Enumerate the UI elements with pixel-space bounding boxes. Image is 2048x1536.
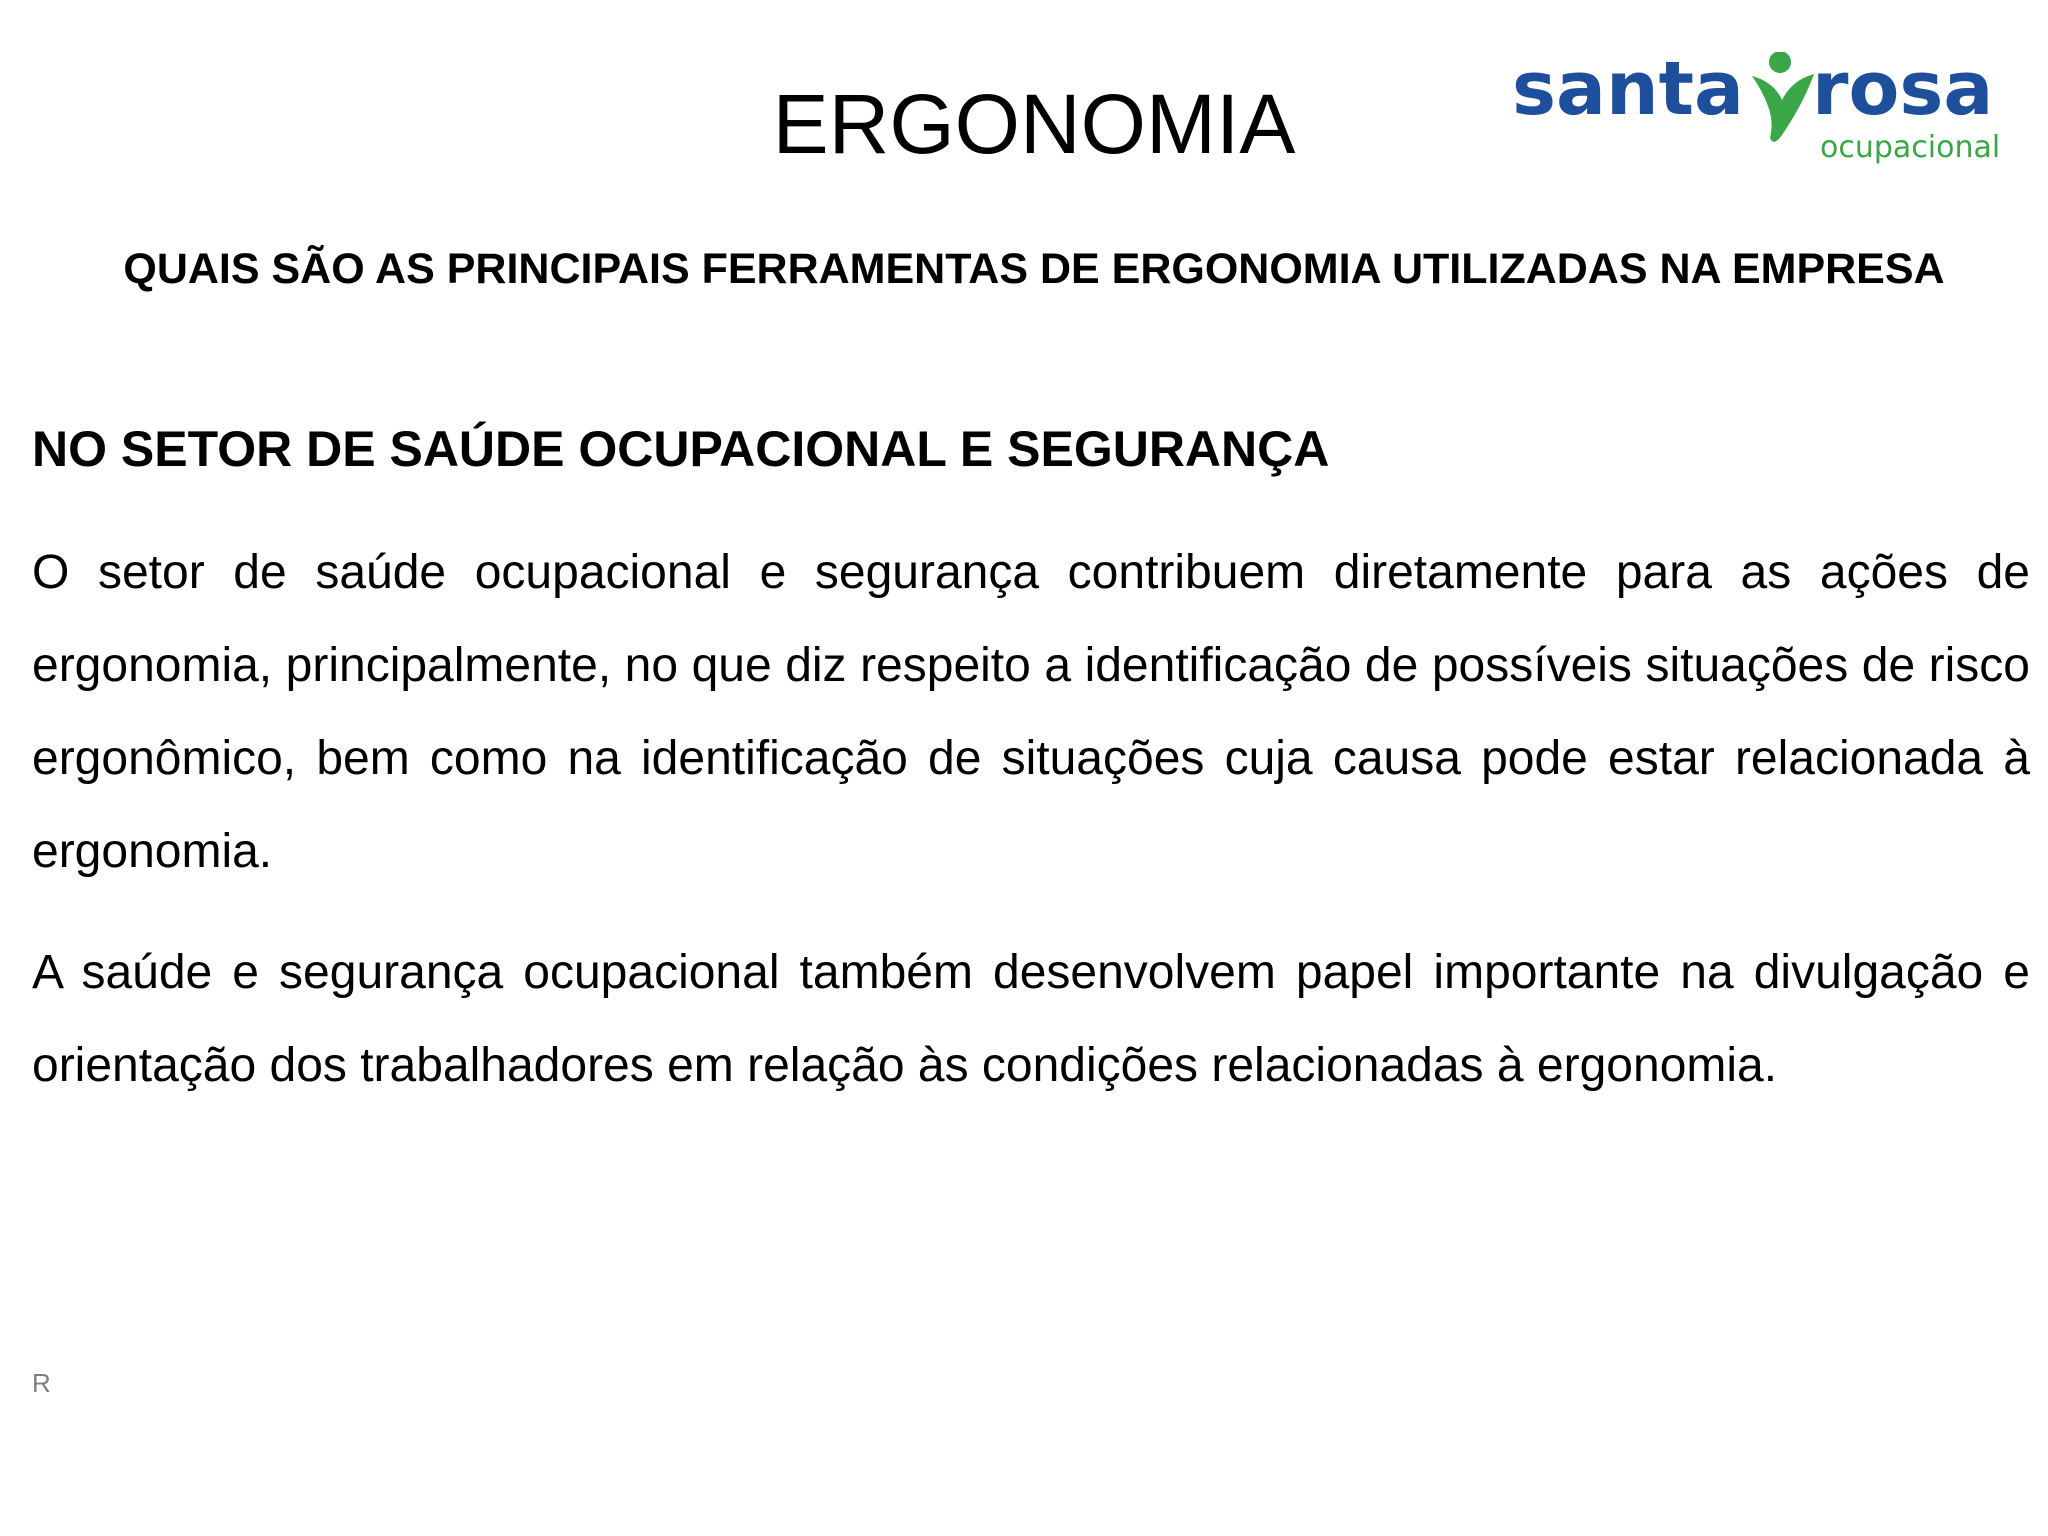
body-paragraph-1: O setor de saúde ocupacional e segurança contribuem diretamente para as ações de ergonomia, principalmente, no que diz respeito a identificação de possíveis situações de risco ergonômico, bem como na identificação de situações cuja causa pode estar relacionada à ergonomia. — [32, 546, 2030, 878]
logo-text-santa: santa — [1512, 52, 1744, 132]
logo-text-rosa: rosa — [1812, 52, 1994, 132]
logo-tagline: ocupacional — [1820, 130, 2001, 165]
santa-rosa-logo — [1512, 52, 2012, 182]
section-heading: NO SETOR DE SAÚDE OCUPACIONAL E SEGURANÇA — [32, 421, 1330, 477]
slide-subtitle: QUAIS SÃO AS PRINCIPAIS FERRAMENTAS DE ERGONOMIA UTILIZADAS NA EMPRESA — [123, 245, 1945, 293]
logo-figure-icon — [1752, 52, 1814, 142]
page-title: ERGONOMIA — [772, 77, 1296, 171]
body-paragraph-2: A saúde e segurança ocupacional também desenvolvem papel importante na divulgação e orientação dos trabalhadores em relação às condições relacionadas à ergonomia. — [32, 946, 2030, 1092]
footer-mark: R — [32, 1368, 51, 1398]
